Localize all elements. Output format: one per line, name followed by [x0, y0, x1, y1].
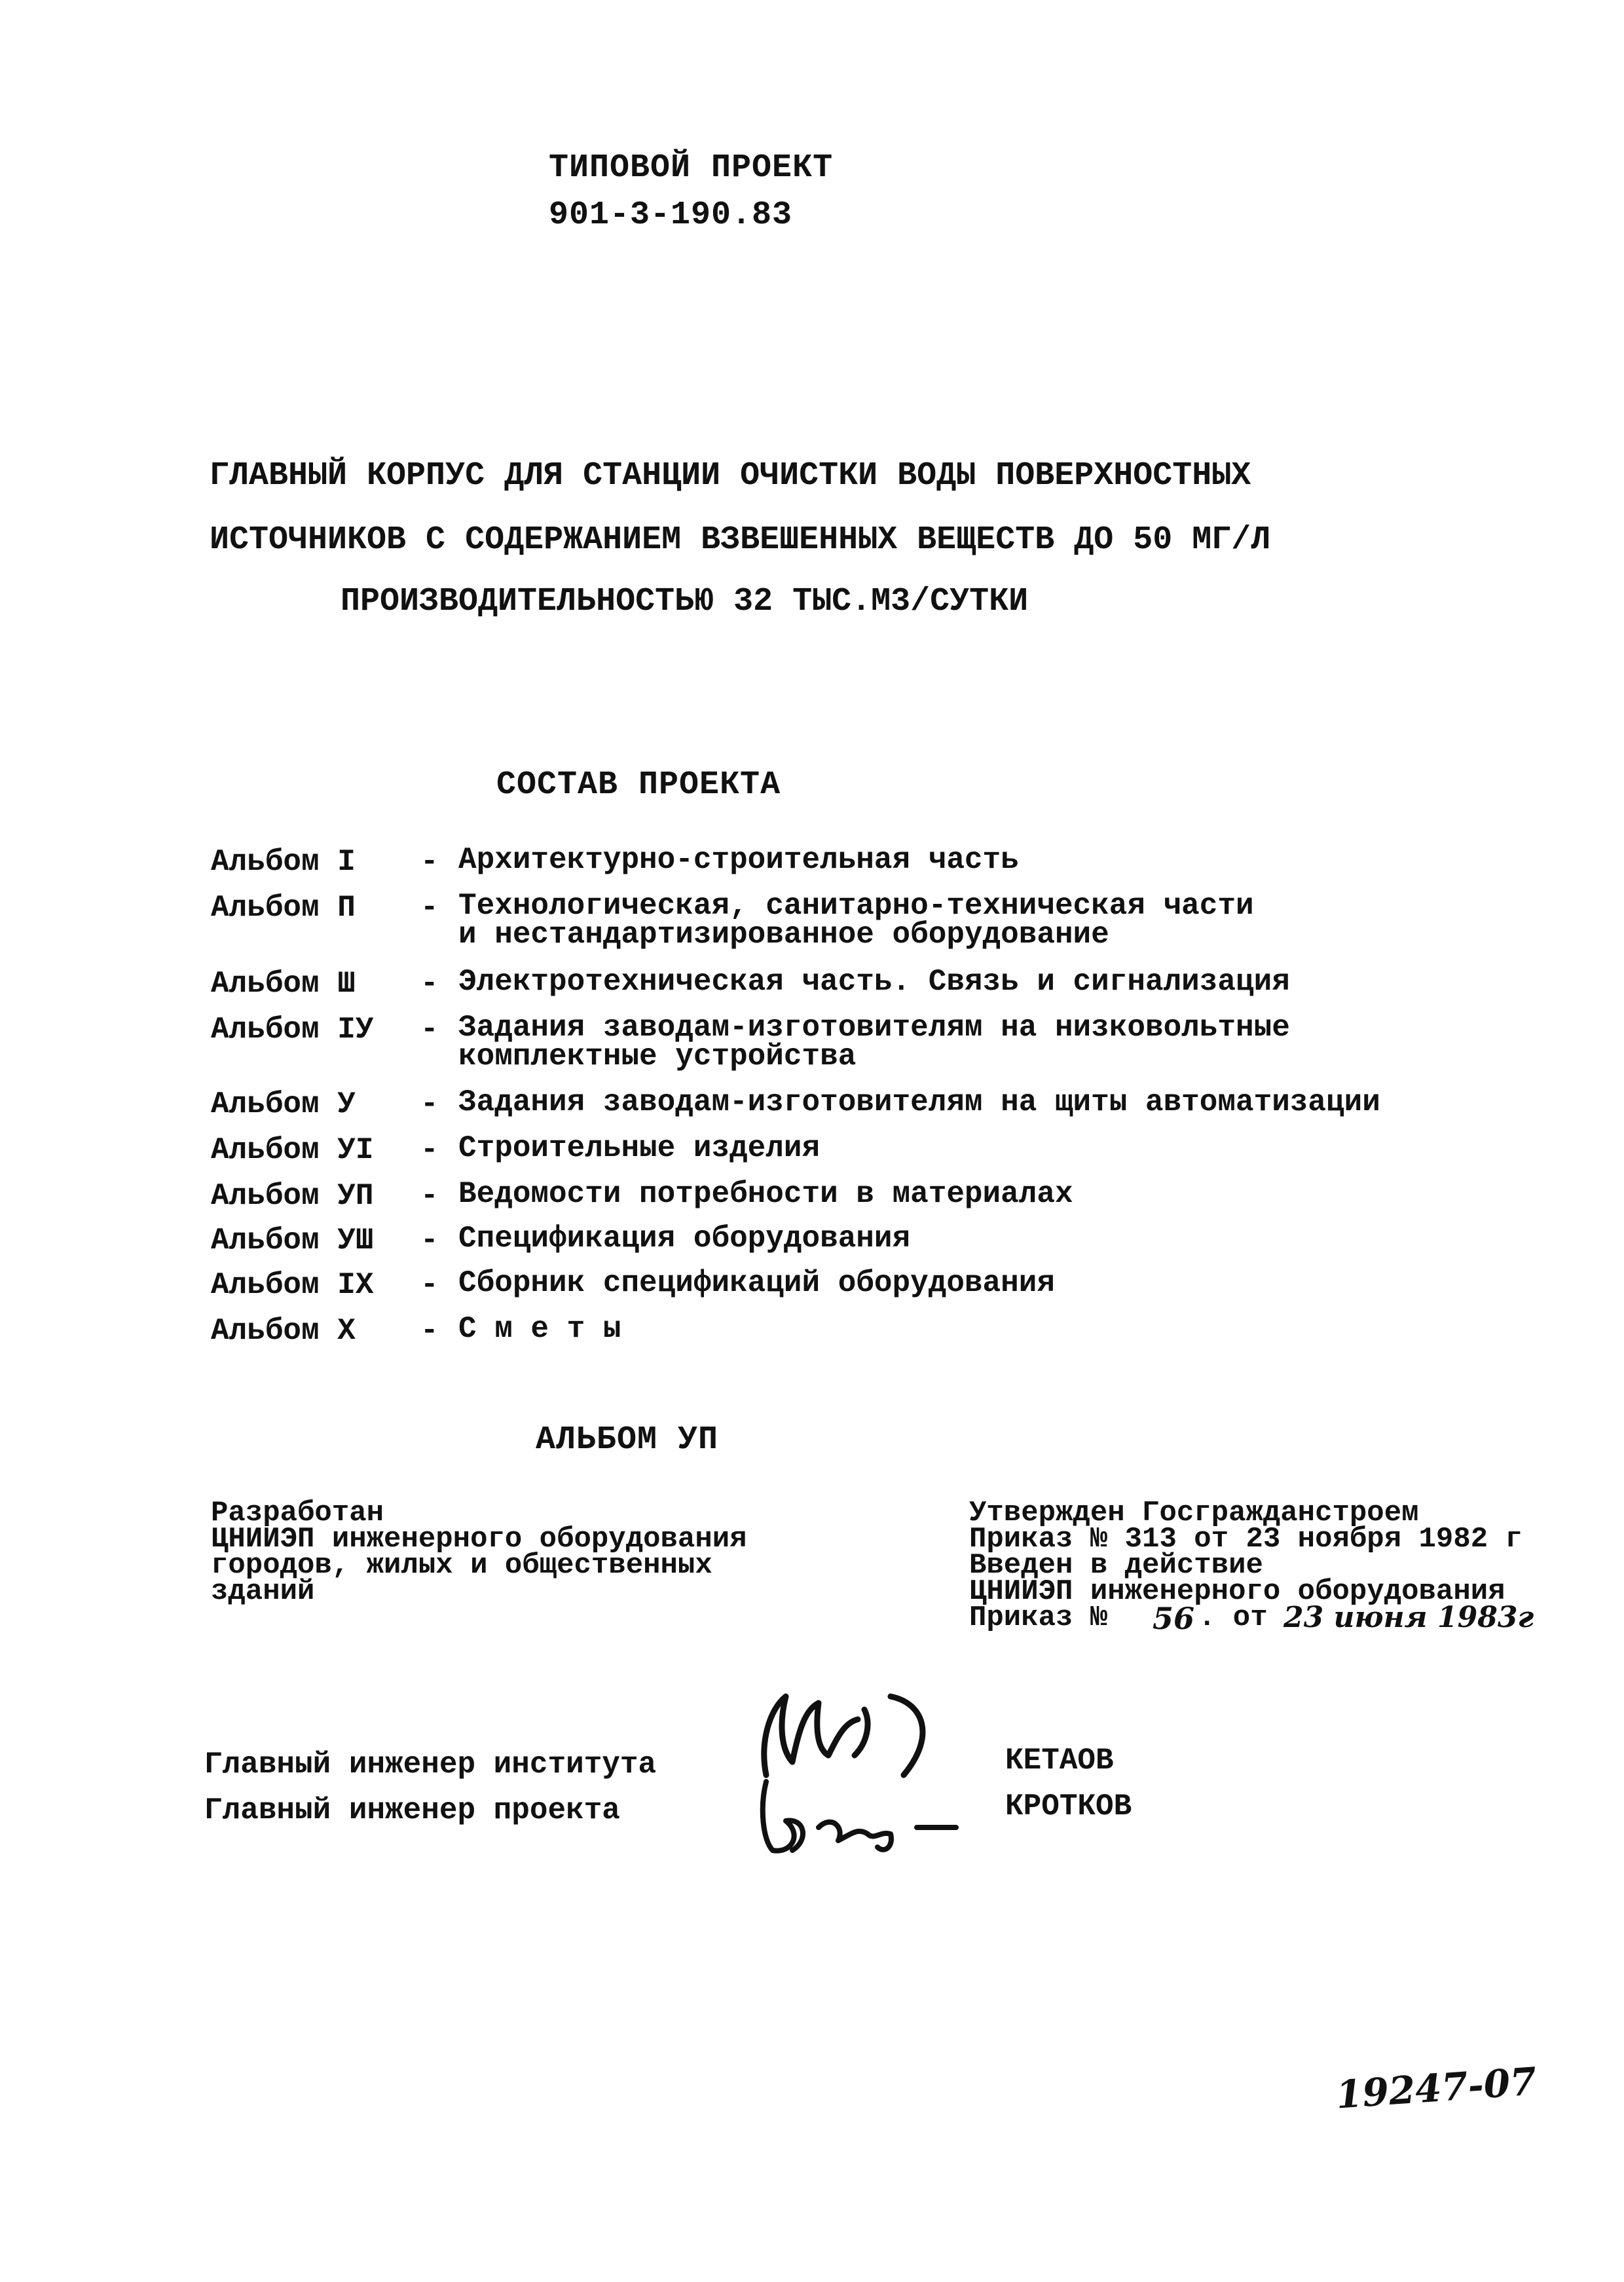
album-desc: Задания заводам-изготовителям на щиты автоматизации [458, 1085, 1380, 1119]
album-label: Альбом IУ [211, 1013, 374, 1047]
album-dash: - [420, 1013, 439, 1047]
album-label: Альбом П [211, 891, 356, 925]
album-dash: - [420, 891, 439, 925]
album-label: Альбом I [211, 845, 356, 879]
title-line-3: ПРОИЗВОДИТЕЛЬНОСТЬЮ 32 ТЫС.М3/СУТКИ [341, 583, 1029, 620]
album-label: Альбом УШ [211, 1224, 374, 1258]
album-desc: Сборник спецификаций оборудования [458, 1266, 1055, 1300]
developed-line: зданий [211, 1575, 315, 1608]
album-desc: Задания заводам-изготовителям на низковольтные [458, 1011, 1290, 1045]
album-label: Альбом УI [211, 1133, 374, 1167]
album-dash: - [420, 1268, 439, 1302]
album-label: Альбом X [211, 1314, 356, 1348]
approved-order-number: 56 [1153, 1601, 1195, 1636]
title-line-2: ИСТОЧНИКОВ С СОДЕРЖАНИЕМ ВЗВЕШЕННЫХ ВЕЩЕСТВ ДО 50 МГ/Л [210, 521, 1271, 559]
developed-line: ЦНИИЭП инженерного оборудования [211, 1523, 747, 1556]
album-desc: Технологическая, санитарно-техническая части [458, 889, 1254, 923]
album-label: Альбом Ш [211, 967, 356, 1001]
album-label: Альбом У [211, 1087, 356, 1121]
signature-role: Главный инженер проекта [204, 1793, 620, 1827]
album-dash: - [420, 1133, 439, 1167]
composition-heading: СОСТАВ ПРОЕКТА [496, 766, 781, 804]
approved-line: Приказ № 313 от 23 ноября 1982 г [969, 1523, 1522, 1556]
album-desc: Архитектурно-строительная часть [458, 843, 1019, 877]
approved-line: ЦНИИЭП инженерного оборудования [969, 1575, 1505, 1608]
album-dash: - [420, 1179, 439, 1213]
developed-line: Разработан [211, 1497, 384, 1529]
album-label: Альбом IX [211, 1268, 374, 1302]
album-desc: Ведомости потребности в материалах [458, 1177, 1073, 1211]
signature-scribble-2 [747, 1768, 969, 1860]
album-dash: - [420, 845, 439, 879]
album-desc: и нестандартизированное оборудование [458, 918, 1109, 952]
title-line-1: ГЛАВНЫЙ КОРПУС ДЛЯ СТАНЦИИ ОЧИСТКИ ВОДЫ ПОВЕРХНОСТНЫХ [210, 457, 1251, 495]
approved-line: Введен в действие [969, 1549, 1263, 1582]
signature-name: КЕТАОВ [1005, 1744, 1114, 1778]
approved-line: Утвержден Госгражданстроем [969, 1497, 1419, 1529]
signature-role: Главный инженер института [204, 1748, 657, 1782]
album-desc: комплектные устройства [458, 1039, 857, 1074]
album-desc: Электротехническая часть. Связь и сигнализация [458, 965, 1290, 999]
album-desc: С м е т ы [458, 1312, 621, 1346]
approved-order-date: 23 июня 1983г [1283, 1601, 1534, 1634]
album-title: АЛЬБОМ УП [536, 1421, 719, 1459]
album-dash: - [420, 1087, 439, 1121]
album-desc: Спецификация оборудования [458, 1222, 911, 1256]
developed-line: городов, жилых и общественных [211, 1549, 712, 1582]
album-dash: - [420, 1314, 439, 1348]
approved-order-prefix: Приказ № [969, 1601, 1108, 1634]
project-type-label: ТИПОВОЙ ПРОЕКТ [549, 149, 834, 187]
project-number: 901-3-190.83 [549, 196, 793, 234]
inventory-number: 19247-07 [1335, 2059, 1538, 2118]
album-label: Альбом УП [211, 1179, 374, 1213]
album-dash: - [420, 967, 439, 1001]
signature-name: КРОТКОВ [1005, 1789, 1132, 1824]
album-desc: Строительные изделия [458, 1131, 821, 1165]
approved-order-mid: . от [1198, 1601, 1268, 1634]
album-dash: - [420, 1224, 439, 1258]
